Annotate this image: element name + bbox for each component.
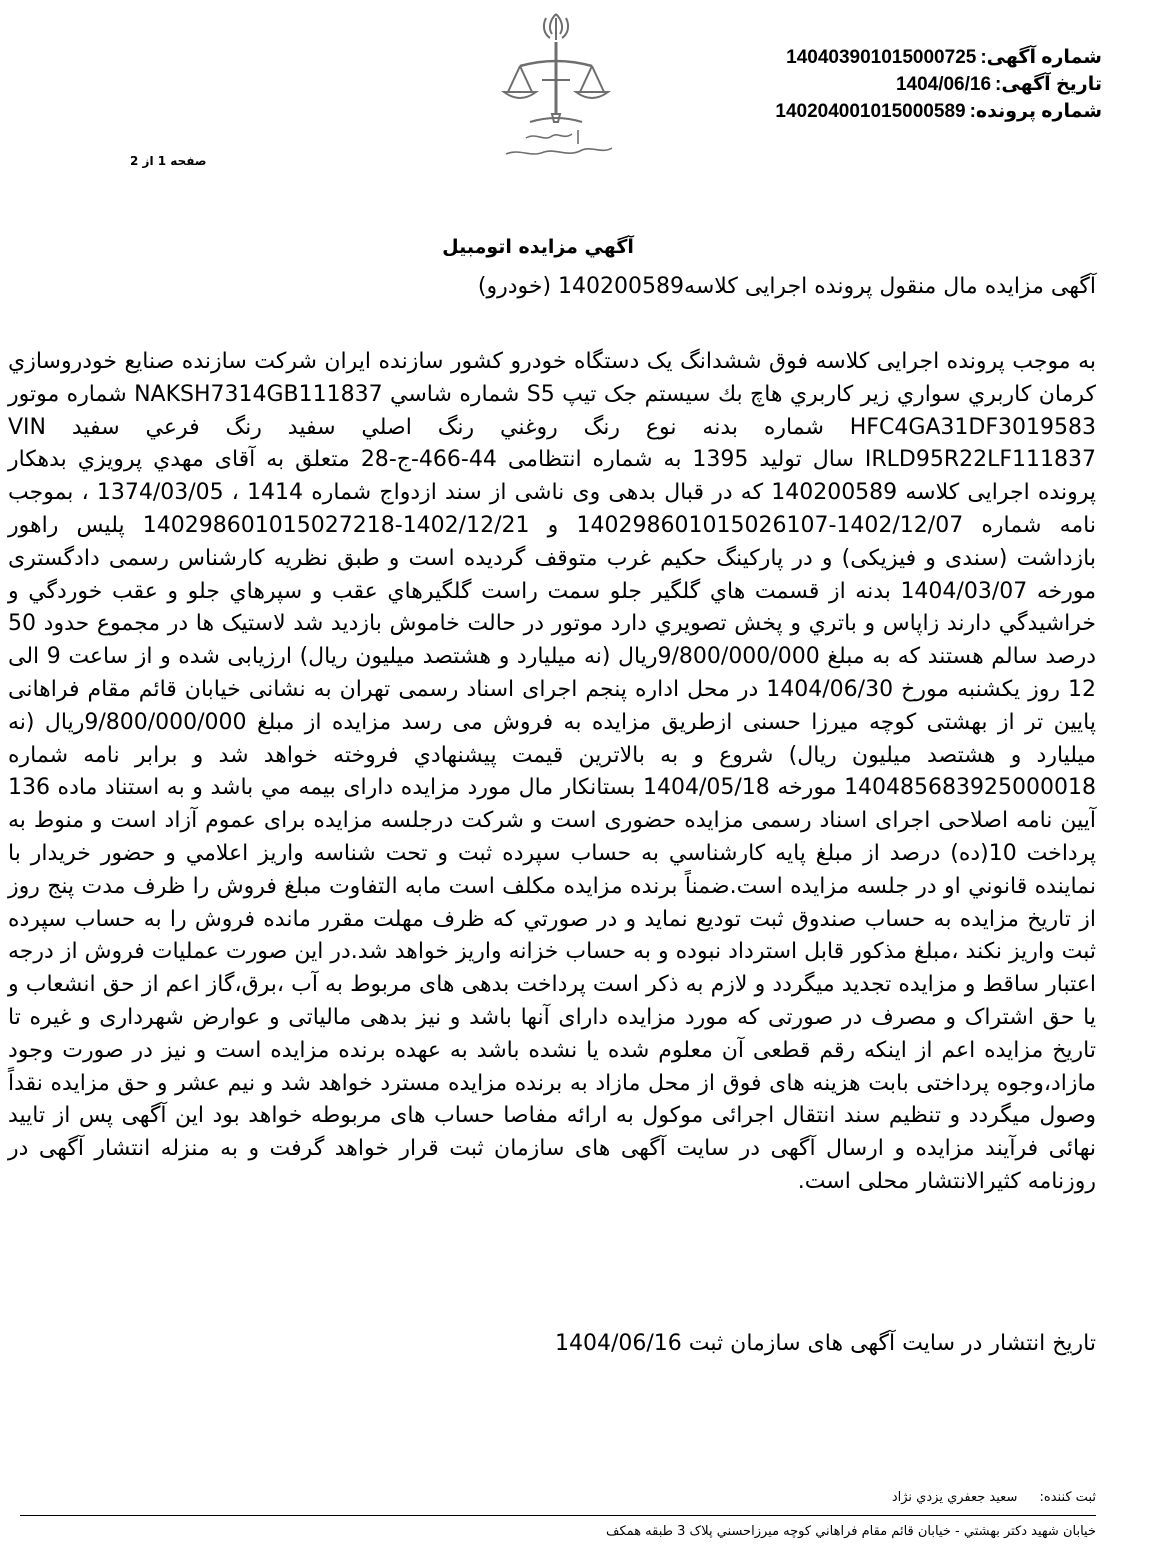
registrar <box>20 1490 1096 1505</box>
case-number-row <box>775 98 1102 125</box>
case-number: 140204001015000589 <box>775 101 966 122</box>
footer-divider <box>20 1515 1096 1516</box>
ad-number-label: شماره آگهی: <box>980 47 1102 68</box>
document-title: آگهي مزايده اتومبيل <box>442 236 634 258</box>
registrar-name: سعید جعفري يزدي نژاد <box>891 1490 1018 1505</box>
case-number-label: شماره پرونده: <box>969 101 1102 122</box>
ad-date-row <box>775 71 1102 98</box>
judiciary-emblem-icon <box>486 10 626 160</box>
ad-number-row <box>775 44 1102 71</box>
titles <box>40 236 1096 299</box>
office-address: خيابان شهيد دکتر بهشتي - خيابان قائم مقام فراهاني کوچه ميرزاحسني پلاک 3 طبقه همکف <box>606 1524 1096 1539</box>
document-subtitle: آگهی مزایده مال منقول پرونده اجرایی کلاسه140200589 (خودرو) <box>477 274 1096 299</box>
page-indicator: صفحه 1 از 2 <box>130 154 207 168</box>
auction-body-text: به موجب پرونده اجرایی کلاسه فوق ششدانگ یک دستگاه خودرو کشور سازنده ایران شرکت سازنده صنایع خودروسازي کرمان کاربري سواري زير کاربري هاچ بك سيستم جک تيپ S5 شماره شاسي NAKSH7314GB111837 شماره موتور HFC4GA31DF3019583 شماره بدنه نوع رنگ روغني رنگ اصلي سفيد رنگ فرعي سفيد VIN IRLD95R22LF111837 سال تولید 1395 به شماره انتظامی 44-466-ج-28 متعلق به آقای مهدي پرويزي بدهکار پرونده اجرایی کلاسه 140200589 که در قبال بدهی وی ناشی از سند ازدواج شماره 1414 ، 1374/03/05 ، بموجب نامه شماره 1402/12/07-140298601015026107 و 1402/12/21-140298601015027218 پلیس راهور بازداشت (سندی و فیزیکی) و در پارکینگ حکیم غرب متوقف گردیده است و طبق نظریه کارشناس رسمی دادگستری مورخه 1404/03/07 بدنه از قسمت هاي گلگير جلو سمت راست گلگيرهاي عقب و سپرهاي جلو و عقب خوردگي و خراشيدگي دارند زاپاس و باتري و پخش تصويري دارد موتور در حالت خاموش بازديد شد لاستيک ها در مجموع حدود 50 درصد سالم هستند که به مبلغ 9/800/000/000ريال (نه میلیارد و هشتصد میلیون ریال) ارزیابی شده و از ساعت 9 الی 12 روز یکشنبه مورخ 1404/06/30 در محل اداره پنجم اجرای اسناد رسمی تهران به نشانی خیابان قائم مقام فراهانی پایین تر از بهشتی کوچه میرزا حسنی ازطریق مزایده به فروش می رسد مزايده از مبلغ 9/800/000/000ريال (نه میلیارد و هشتصد میلیون ریال) شروع و به بالاترين قيمت پيشنهادي فروخته خواهد شد و برابر نامه شماره 140485683925000018 مورخه 1404/05/18 بستانکار مال مورد مزایده دارای بیمه مي باشد و به استناد ماده 136 آيين نامه اصلاحی اجرای اسناد رسمی مزايده حضوری است و شرکت درجلسه مزايده برای عموم آزاد است و منوط به پرداخت 10(ده) درصد از مبلغ پايه کارشناسي به حساب سپرده ثبت و تحت شناسه واريز اعلامي و حضور خريدار با نماينده قانوني او در جلسه مزايده است.ضمناً برنده مزايده مکلف است مابه التفاوت مبلغ فروش را ظرف مدت پنج روز از تاريخ مزايده به حساب صندوق ثبت توديع نمايد و در صورتي که ظرف مهلت مقرر مانده فروش را به حساب سپرده ثبت واريز نکند ،مبلغ مذکور قابل استرداد نبوده و به حساب خزانه واريز خواهد شد.در اين صورت عمليات فروش از درجه اعتبار ساقط و مزايده تجديد ميگردد و لازم به ذکر است پرداخت بدهی های مربوط به آب ،برق،گاز اعم از حق انشعاب و یا حق اشتراک و مصرف در صورتی که مورد مزایده دارای آنها باشد و نیز بدهی مالیاتی و عوارض شهرداری و غیره تا تاریخ مزایده اعم از اینکه رقم قطعی آن معلوم شده یا نشده باشد به عهده برنده مزایده است و نیز در صورت وجود مازاد،وجوه پرداختی بابت هزینه های فوق از محل مازاد به برنده مزایده مسترد خواهد شد و نیم عشر و حق مزایده نقداً وصول میگردد و تنظیم سند انتقال اجرائی موکول به ارائه مفاصا حساب های مربوطه خواهد بود این آگهی پس از تایید نهائی فرآیند مزایده و ارسال آگهی در سایت آگهی های سازمان ثبت قرار خواهد گرفت و به منزله انتشار آگهی در روزنامه کثیرالانتشار محلی است. <box>8 349 1097 1194</box>
footer <box>20 1490 1096 1539</box>
ad-number: 140403901015000725 <box>786 47 977 68</box>
ad-date-label: تاریخ آگهی: <box>995 74 1102 95</box>
publication-date: تاریخ انتشار در سایت آگهی های سازمان ثبت 1404/06/16 <box>555 1331 1096 1356</box>
ad-meta <box>775 44 1102 125</box>
registrar-label: ثبت کننده: <box>1039 1490 1096 1505</box>
ad-date: 1404/06/16 <box>895 74 992 95</box>
